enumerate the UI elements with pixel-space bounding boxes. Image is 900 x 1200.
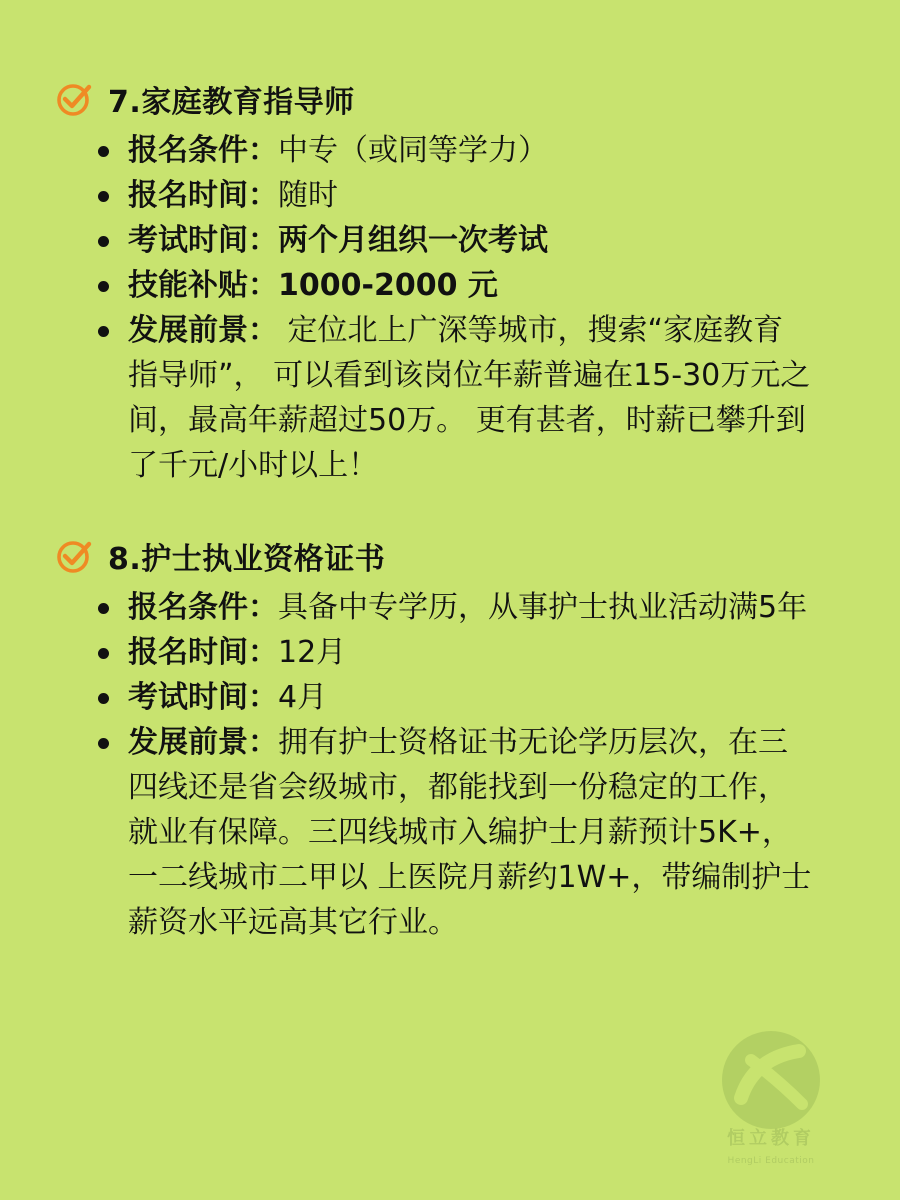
item-label: 发展前景： (128, 725, 278, 760)
section-title: 7.家庭教育指导师 (108, 85, 355, 120)
item-label: 报名时间： (128, 635, 278, 670)
item-value: 随时 (278, 178, 338, 213)
item-label: 报名条件： (128, 590, 278, 625)
list-item (96, 720, 812, 945)
item-label: 报名时间： (128, 178, 278, 213)
item-value: 定位北上广深等城市，搜索“家庭教育指导师”， 可以看到该岗位年薪普遍在15-30万元之间，最高年薪超过50万。 更有甚者，时薪已攀升到了千元/小时以上！ (128, 313, 811, 483)
item-value: 4月 (278, 680, 328, 715)
list-item (96, 630, 812, 675)
list-item (96, 675, 812, 720)
item-value: 中专（或同等学力） (278, 133, 548, 168)
item-value: 两个月组织一次考试 (278, 223, 548, 258)
check-circle-icon (54, 79, 94, 119)
item-value: 拥有护士资格证书无论学历层次，在三四线还是省会级城市，都能找到一份稳定的工作，就业有保障。三四线城市入编护士月薪预计5K+，一二线城市二甲以 上医院月薪约1W+，带编制护士薪资水平远高其它行业。 (128, 725, 812, 940)
brand-watermark (716, 1022, 826, 1172)
section-header (0, 70, 900, 128)
list-item (96, 585, 812, 630)
item-label: 考试时间： (128, 223, 278, 258)
list-item (96, 218, 812, 263)
item-label: 发展前景： (128, 313, 278, 348)
item-label: 报名条件： (128, 133, 278, 168)
section-nurse-license (0, 527, 900, 945)
list-item (96, 308, 812, 488)
item-value: 12月 (278, 635, 347, 670)
watermark-brand-cn: 恒立教育 (727, 1128, 815, 1149)
section-header (0, 527, 900, 585)
item-list (96, 128, 812, 488)
item-value: 1000-2000 元 (278, 268, 498, 303)
check-circle-icon (54, 536, 94, 576)
list-item (96, 128, 812, 173)
item-value: 具备中专学历，从事护士执业活动满5年 (278, 590, 808, 625)
list-item (96, 173, 812, 218)
section-title: 8.护士执业资格证书 (108, 542, 386, 577)
item-label: 考试时间： (128, 680, 278, 715)
item-label: 技能补贴： (128, 268, 278, 303)
list-item (96, 263, 812, 308)
item-list (96, 585, 812, 945)
watermark-brand-en: HengLi Education (727, 1156, 815, 1166)
brand-logo-icon (716, 1022, 826, 1140)
section-family-education-guide (0, 70, 900, 488)
